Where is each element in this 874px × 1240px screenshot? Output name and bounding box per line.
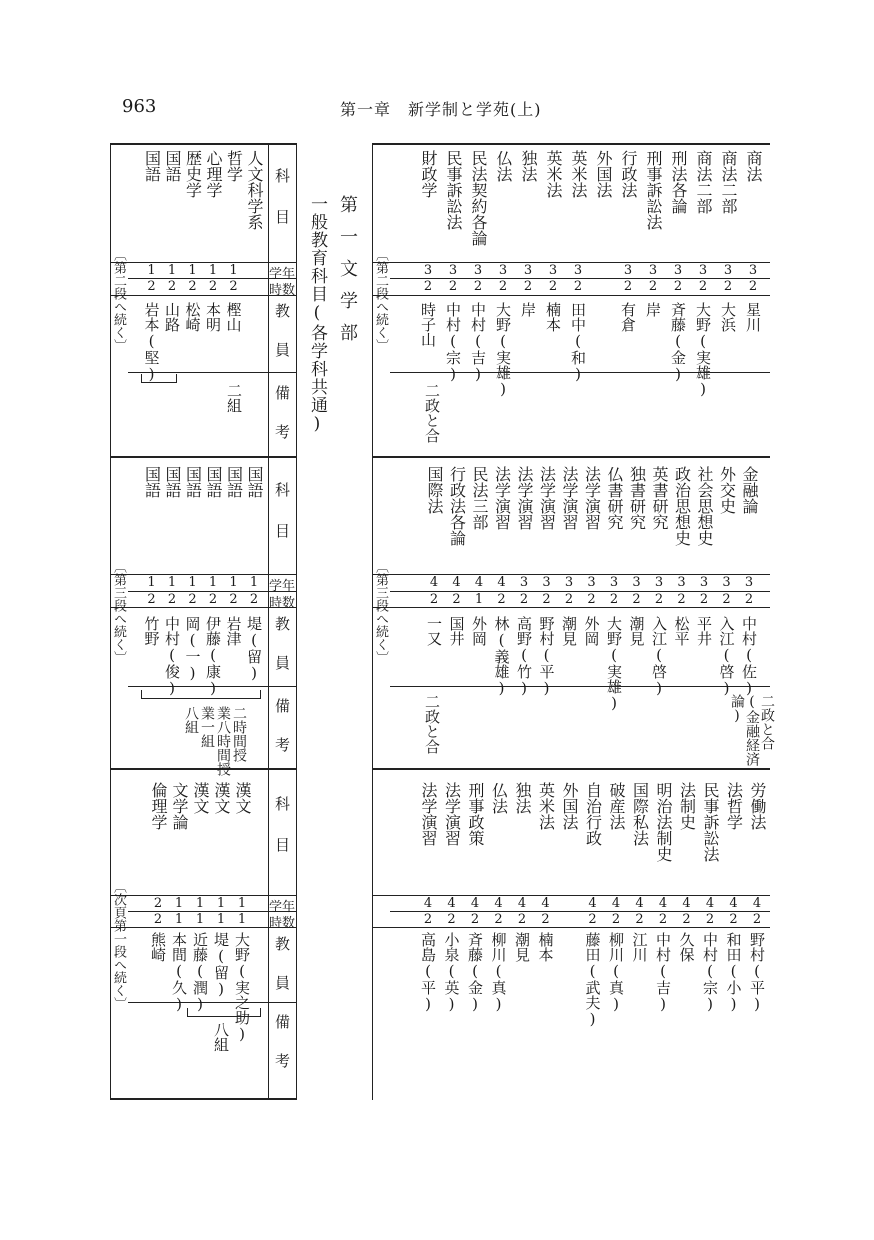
year-cell: 4 (497, 575, 506, 590)
left-block-1-note: 二組 (225, 383, 243, 413)
teacher-cell: 堤(留) (245, 616, 263, 682)
continued-label: 〔第三段へ続く〕 (373, 560, 388, 664)
subject-cell: 自治行政 (583, 782, 603, 846)
teacher-cell: 小泉(英) (442, 932, 461, 1013)
section-title: 第一文学部 (337, 195, 358, 355)
hours-cell: 2 (497, 592, 506, 607)
teacher-cell: 野村(平) (748, 932, 766, 1013)
subject-cell: 法学演習 (560, 466, 579, 530)
right-b3-rule-teacher (372, 927, 770, 928)
hours-cell: 2 (698, 279, 708, 294)
year-cell: 3 (748, 263, 758, 278)
year-cell: 4 (658, 896, 668, 911)
hours-cell: 2 (423, 912, 433, 927)
subject-cell: 英書研究 (650, 466, 669, 530)
hours-cell: 2 (523, 279, 533, 294)
left-top-rule (110, 143, 296, 145)
subject-cell: 仏書研究 (605, 466, 624, 530)
col-header-notes: 備考 (273, 385, 291, 463)
right-block-1-note: 二政と合 (423, 383, 441, 443)
hours-cell: 2 (705, 912, 715, 927)
year-cell: 1 (147, 575, 156, 590)
teacher-cell: 潮見 (560, 616, 578, 646)
teacher-cell: 久保 (677, 932, 696, 962)
hours-cell: 2 (470, 912, 480, 927)
left-bottom-rule (110, 1098, 296, 1100)
year-cell: 3 (723, 263, 733, 278)
subject-cell: 漢文 (191, 782, 210, 814)
subject-cell: 独書研究 (627, 466, 647, 530)
teacher-cell: 熊崎 (149, 932, 167, 962)
year-cell: 1 (167, 575, 177, 590)
hours-cell: 2 (167, 279, 177, 294)
subject-cell: 外交史 (717, 466, 737, 514)
hours-cell: 2 (229, 279, 238, 294)
subject-cell: 独法 (513, 782, 532, 814)
subject-cell: 哲学 (224, 150, 244, 182)
hours-cell: 2 (623, 279, 633, 294)
subject-cell: 政治思想史 (672, 466, 692, 546)
hours-cell: 2 (682, 912, 691, 927)
year-cell: 1 (188, 263, 197, 278)
teacher-cell: 中村(宗) (701, 932, 719, 1013)
subject-cell: 国語 (204, 466, 223, 498)
year-cell: 1 (249, 575, 259, 590)
teacher-cell: 一又 (425, 616, 443, 646)
subject-cell: 国語 (245, 466, 264, 498)
col-header-teacher: 教員 (273, 303, 291, 381)
hours-cell: 2 (611, 912, 621, 927)
hours-cell: 2 (677, 592, 686, 607)
teacher-cell: 岡(一) (183, 616, 202, 682)
col-header-hours: 時数 (269, 283, 296, 298)
year-cell: 3 (699, 575, 709, 590)
col-header-subject-b2: 科目 (273, 482, 291, 564)
teacher-cell: 斉藤(金) (466, 932, 484, 1013)
teacher-cell: 楠本 (544, 302, 562, 332)
hours-cell: 2 (548, 279, 558, 294)
subject-cell: 国語 (142, 150, 162, 182)
teacher-cell: 潮見 (513, 932, 531, 962)
year-cell: 3 (648, 263, 658, 278)
hours-cell: 2 (748, 279, 758, 294)
year-cell: 3 (448, 263, 458, 278)
hours-cell: 2 (429, 592, 439, 607)
teacher-cell: 和田(小) (724, 932, 743, 1013)
teacher-cell: 時子山 (419, 302, 437, 347)
subject-cell: 英米法 (536, 782, 556, 830)
teacher-cell: 江川 (630, 932, 649, 962)
teacher-cell: 中村(俊) (163, 616, 181, 697)
subject-cell: 民法三部 (470, 466, 489, 530)
hours-cell: 2 (752, 912, 762, 927)
right-block-rule-1 (372, 456, 770, 458)
subject-cell: 法制史 (677, 782, 697, 830)
teacher-cell: 堤(留) (212, 932, 230, 998)
left-block-2-brace (141, 690, 261, 699)
teacher-cell: 潮見 (627, 616, 646, 646)
teacher-cell: 高島(平) (419, 932, 437, 1013)
subject-cell: 民事訴訟法 (444, 150, 463, 230)
teacher-cell: 田中(和) (569, 302, 587, 383)
subject-cell: 社会思想史 (695, 466, 714, 546)
teacher-cell: 本間(久) (170, 932, 188, 1013)
hours-cell: 2 (722, 592, 731, 607)
teacher-cell: 樫山 (224, 302, 243, 332)
continued-label: 〔次頁第一段へ続く〕 (111, 880, 126, 1010)
teacher-cell: 国井 (447, 616, 466, 646)
right-block-2-note-top: 二政と合(金融経済論) (729, 694, 775, 766)
hours-cell: 2 (632, 592, 641, 607)
year-cell: 3 (587, 575, 596, 590)
subject-cell: 外国法 (594, 150, 613, 198)
col-header-teacher-b3: 教員 (273, 936, 291, 1014)
left-block-3-note: 八組 (212, 1022, 230, 1052)
teacher-cell: 松崎 (183, 302, 202, 332)
teacher-cell: 伊藤(康) (204, 616, 222, 697)
year-cell: 1 (229, 263, 238, 278)
teacher-cell: 岩津 (224, 616, 243, 646)
year-cell: 4 (729, 896, 738, 911)
col-header-year-b2: 学年 (269, 579, 296, 594)
subject-cell: 歴史学 (183, 150, 203, 198)
hours-cell: 2 (229, 592, 238, 607)
hours-cell: 2 (423, 279, 433, 294)
teacher-cell: 中村(吉) (654, 932, 672, 1013)
subject-cell: 独法 (519, 150, 538, 182)
left-block-1-brace (141, 374, 177, 383)
year-cell: 4 (423, 896, 433, 911)
col-header-teacher-b2: 教員 (273, 616, 291, 694)
teacher-cell: 星川 (744, 302, 762, 332)
hours-cell: 2 (723, 279, 733, 294)
hours-cell: 1 (237, 912, 247, 927)
hours-cell: 2 (452, 592, 461, 607)
hours-cell: 2 (447, 912, 456, 927)
year-cell: 1 (188, 575, 197, 590)
subject-cell: 漢文 (212, 782, 231, 814)
year-cell: 3 (677, 575, 686, 590)
hours-cell: 2 (699, 592, 709, 607)
subject-cell: 法学演習 (442, 782, 462, 846)
chapter-title: 第一章 新学制と学苑(上) (340, 100, 542, 119)
subject-cell: 国語 (224, 466, 244, 498)
right-b2-rule-teacher (372, 607, 770, 608)
year-cell: 4 (474, 575, 484, 590)
year-cell: 1 (208, 263, 218, 278)
subject-cell: 国語 (163, 466, 182, 498)
hours-cell: 2 (249, 592, 259, 607)
hours-cell: 2 (208, 592, 218, 607)
year-cell: 4 (541, 896, 550, 911)
hours-cell: 2 (167, 592, 177, 607)
left-b3-rule-notes (128, 1002, 296, 1003)
year-cell: 3 (673, 263, 683, 278)
hours-cell: 2 (494, 912, 503, 927)
subject-cell: 法学演習 (419, 782, 438, 846)
teacher-cell: 有倉 (619, 302, 637, 332)
hours-cell: 2 (147, 279, 156, 294)
teacher-cell: 大野(実雄) (605, 616, 623, 712)
subject-cell: 漢文 (233, 782, 252, 814)
subject-cell: 倫理学 (149, 782, 168, 830)
col-header-notes-b2: 備考 (273, 698, 291, 776)
subject-cell: 外国法 (560, 782, 579, 830)
year-cell: 1 (195, 896, 205, 911)
continued-label: 〔第二段へ続く〕 (373, 248, 388, 352)
year-cell: 1 (216, 896, 226, 911)
continued-label: 〔第三段へ続く〕 (111, 560, 126, 664)
left-block-3-brace (187, 1008, 261, 1017)
year-cell: 4 (470, 896, 480, 911)
hours-cell: 2 (519, 592, 529, 607)
year-cell: 3 (698, 263, 708, 278)
teacher-cell: 林(義雄) (492, 616, 511, 697)
hours-cell: 2 (473, 279, 483, 294)
teacher-cell: 岸 (644, 302, 662, 317)
hours-cell: 2 (648, 279, 658, 294)
year-cell: 2 (153, 896, 163, 911)
subject-cell: 法学演習 (537, 466, 557, 530)
subject-cell: 民法契約各論 (469, 150, 488, 246)
teacher-cell: 大野(実雄) (694, 302, 712, 398)
year-cell: 1 (174, 896, 184, 911)
teacher-cell: 岸 (519, 302, 537, 317)
year-cell: 3 (654, 575, 664, 590)
subject-cell: 法学演習 (492, 466, 512, 530)
subject-cell: 法学演習 (515, 466, 534, 530)
teacher-cell: 竹野 (142, 616, 161, 646)
teacher-cell: 近藤(潤) (191, 932, 209, 1013)
hours-cell: 2 (153, 912, 163, 927)
subject-cell: 国際法 (425, 466, 444, 514)
year-cell: 4 (705, 896, 715, 911)
right-b2-rule-hours (390, 591, 770, 592)
left-block-2-note-line: 二時間授 (231, 706, 247, 762)
col-header-year: 学年 (269, 267, 296, 282)
hours-cell: 2 (541, 912, 550, 927)
teacher-cell: 外岡 (582, 616, 601, 646)
subject-cell: 英米法 (569, 150, 588, 198)
hours-cell: 2 (635, 912, 644, 927)
hours-cell: 2 (498, 279, 508, 294)
year-cell: 1 (237, 896, 247, 911)
year-cell: 4 (611, 896, 621, 911)
year-cell: 4 (752, 896, 762, 911)
subject-cell: 労働法 (748, 782, 767, 830)
left-block-2-note-line: 八組 (183, 706, 199, 734)
left-block-rule-1 (110, 456, 296, 458)
hours-cell: 2 (147, 592, 156, 607)
year-cell: 4 (452, 575, 461, 590)
year-cell: 3 (564, 575, 574, 590)
hours-cell: 2 (587, 592, 596, 607)
subject-cell: 財政学 (419, 150, 438, 198)
subject-cell: 仏法 (494, 150, 513, 182)
teacher-cell: 入江(啓) (650, 616, 668, 697)
col-header-subject: 科目 (273, 168, 291, 250)
right-block-2-note: 二政と合 (423, 694, 441, 754)
subject-cell: 刑事訴訟法 (644, 150, 663, 230)
teacher-cell: 柳川(真) (607, 932, 625, 1013)
subject-cell: 破産法 (607, 782, 626, 830)
year-cell: 3 (632, 575, 641, 590)
year-cell: 1 (208, 575, 218, 590)
subject-cell: 国語 (183, 466, 203, 498)
teacher-cell: 斉藤(金) (669, 302, 687, 383)
hours-cell: 1 (216, 912, 226, 927)
teacher-cell: 高野(竹) (515, 616, 533, 697)
hours-cell: 2 (188, 279, 197, 294)
teacher-cell: 中村(吉) (469, 302, 487, 383)
hours-cell: 1 (195, 912, 205, 927)
teacher-cell: 中村(佐) (740, 616, 758, 697)
year-cell: 3 (519, 575, 529, 590)
subject-cell: 法哲学 (724, 782, 744, 830)
teacher-cell: 楠本 (536, 932, 555, 962)
col-header-notes-b3: 備考 (273, 1014, 291, 1092)
subject-cell: 仏法 (489, 782, 509, 814)
year-cell: 3 (423, 263, 433, 278)
hours-cell: 2 (564, 592, 574, 607)
teacher-cell: 柳川(真) (489, 932, 508, 1013)
teacher-cell: 中村(宗) (444, 302, 462, 383)
hours-cell: 2 (654, 592, 664, 607)
year-cell: 3 (573, 263, 583, 278)
subject-cell: 商法二部 (719, 150, 738, 214)
year-cell: 3 (744, 575, 754, 590)
left-block-2-note-line: 業一組 (199, 706, 215, 748)
hours-cell: 2 (448, 279, 458, 294)
year-cell: 4 (494, 896, 503, 911)
page-number: 963 (122, 96, 157, 117)
left-block-rule-2 (110, 768, 296, 770)
subject-cell: 文学論 (170, 782, 189, 830)
hours-cell: 1 (174, 912, 184, 927)
right-top-rule (372, 143, 770, 145)
year-cell: 3 (542, 575, 551, 590)
year-cell: 1 (147, 263, 156, 278)
hours-cell: 2 (517, 912, 527, 927)
subject-cell: 民事訴訟法 (701, 782, 720, 862)
teacher-cell: 大浜 (719, 302, 737, 332)
year-cell: 3 (498, 263, 508, 278)
continued-label: 〔第二段へ続く〕 (111, 248, 126, 352)
year-cell: 3 (623, 263, 633, 278)
hours-cell: 2 (573, 279, 583, 294)
teacher-cell: 藤田(武夫) (583, 932, 602, 1028)
subject-cell: 金融論 (740, 466, 759, 514)
subject-cell: 国語 (142, 466, 162, 498)
subject-cell: 商法 (744, 150, 763, 182)
subject-cell: 心理学 (204, 150, 223, 198)
teacher-cell: 外岡 (470, 616, 488, 646)
hours-cell: 2 (588, 912, 597, 927)
hours-cell: 2 (744, 592, 754, 607)
year-cell: 3 (609, 575, 619, 590)
subject-cell: 明治法制史 (654, 782, 673, 862)
year-cell: 3 (523, 263, 533, 278)
right-b2-rule-notes (390, 686, 770, 687)
subsection-title: 一般教育科目(各学科共通) (307, 195, 327, 435)
teacher-cell: 山路 (163, 302, 181, 332)
col-header-year-b3: 学年 (269, 900, 296, 915)
subject-cell: 英米法 (544, 150, 563, 198)
teacher-cell: 大野(実之助) (233, 932, 251, 1043)
subject-cell: 人文科学系 (245, 150, 264, 230)
teacher-cell: 入江(啓) (717, 616, 736, 697)
hours-cell: 2 (729, 912, 738, 927)
year-cell: 4 (588, 896, 597, 911)
col-header-hours-b3: 時数 (269, 916, 296, 931)
subject-cell: 刑事政策 (466, 782, 485, 846)
col-header-subject-b3: 科目 (273, 796, 291, 878)
teacher-cell: 本明 (204, 302, 222, 332)
teacher-cell: 大野(実雄) (494, 302, 512, 398)
left-header-col-border (296, 143, 297, 1100)
year-cell: 4 (429, 575, 439, 590)
subject-cell: 商法二部 (694, 150, 713, 214)
year-cell: 4 (635, 896, 644, 911)
hours-cell: 2 (609, 592, 619, 607)
hours-cell: 2 (188, 592, 197, 607)
teacher-cell: 松平 (672, 616, 691, 646)
subject-cell: 行政法各論 (447, 466, 467, 546)
subject-cell: 刑法各論 (669, 150, 688, 214)
subject-cell: 国際私法 (630, 782, 650, 846)
hours-cell: 2 (208, 279, 218, 294)
year-cell: 3 (548, 263, 558, 278)
year-cell: 4 (447, 896, 456, 911)
year-cell: 3 (473, 263, 483, 278)
hours-cell: 2 (673, 279, 683, 294)
right-block-rule-2 (372, 768, 770, 770)
year-cell: 1 (167, 263, 177, 278)
teacher-cell: 平井 (695, 616, 713, 646)
col-header-hours-b2: 時数 (269, 596, 296, 611)
year-cell: 4 (682, 896, 691, 911)
year-cell: 4 (517, 896, 527, 911)
hours-cell: 1 (474, 592, 484, 607)
subject-cell: 法学演習 (582, 466, 602, 530)
right-b1-rule-teacher (372, 295, 770, 296)
teacher-cell: 岩本(堅) (142, 302, 161, 383)
hours-cell: 2 (542, 592, 551, 607)
year-cell: 3 (722, 575, 731, 590)
year-cell: 1 (229, 575, 238, 590)
teacher-cell: 野村(平) (537, 616, 556, 697)
subject-cell: 行政法 (619, 150, 638, 198)
hours-cell: 2 (658, 912, 668, 927)
subject-cell: 国語 (163, 150, 182, 182)
left-block-2-note-line: 業八時間授 (215, 706, 231, 776)
